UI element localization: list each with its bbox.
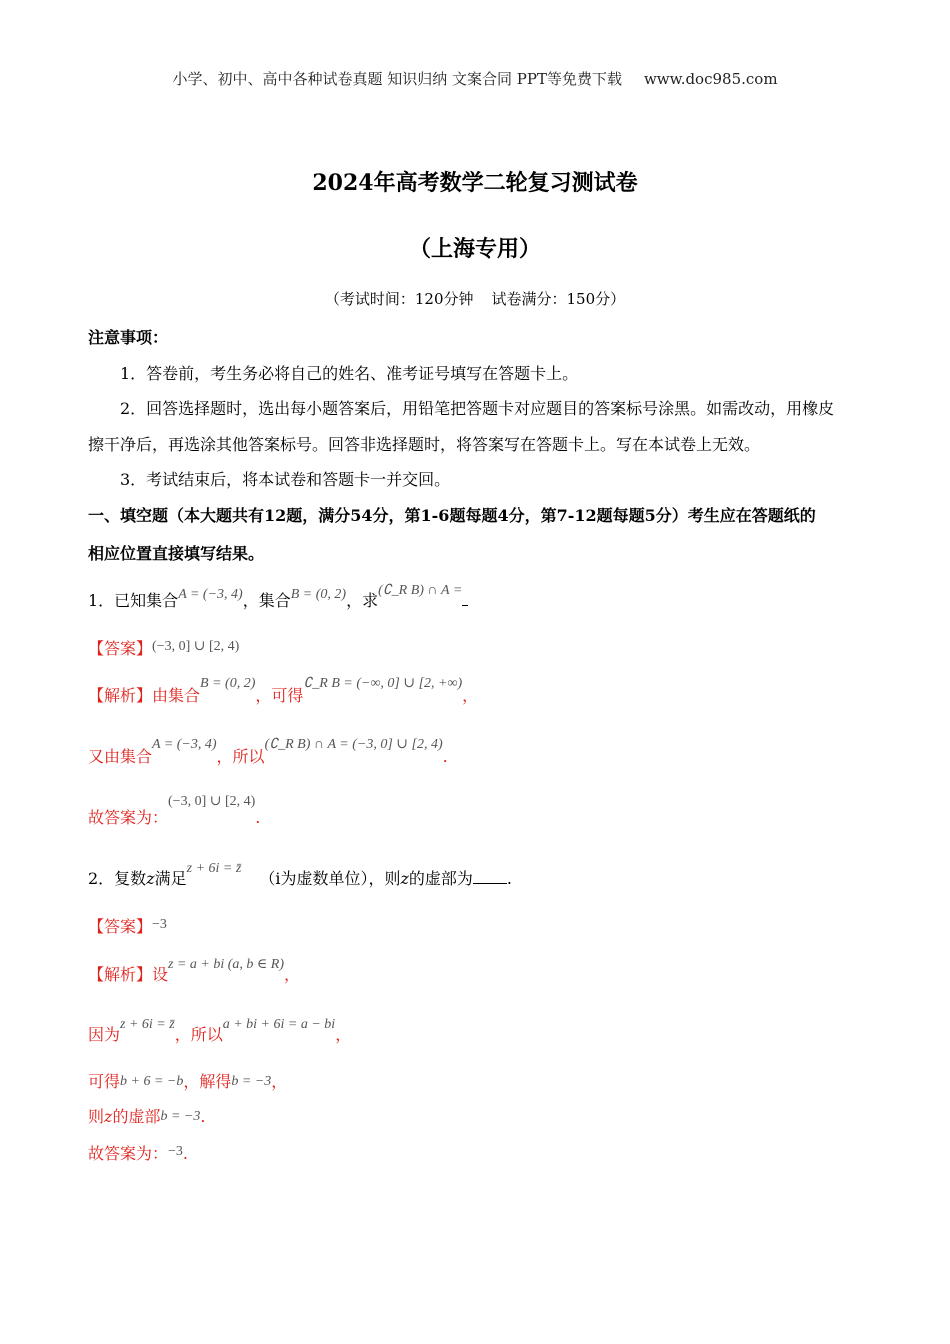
- q1-analysis-text-2: ，可得: [255, 686, 304, 705]
- q2-analysis-line-1: [88, 957, 301, 985]
- q1-analysis-line-2: [88, 737, 448, 767]
- q2-analysis-text-8: ，: [271, 1072, 288, 1091]
- question-2: [88, 861, 512, 889]
- q2-var-z-3: z: [104, 1107, 113, 1126]
- q2-analysis-line-3: [88, 1069, 287, 1092]
- page-subtitle: （上海专用）: [408, 236, 541, 262]
- q1-text-2: ，集合: [242, 591, 291, 610]
- q2-analysis-math-4: b + 6 = −b: [120, 1074, 184, 1089]
- q1-analysis-math-1: B = (0, 2): [200, 676, 256, 691]
- note-item-3: 3．考试结束后，将本试卷和答题卡一并交回。: [120, 470, 451, 489]
- q2-analysis-math-3: a + bi + 6i = a − bi: [222, 1017, 336, 1032]
- q2-analysis-text-7: ，解得: [183, 1072, 232, 1091]
- exam-time: （考试时间：120分钟: [324, 290, 474, 308]
- q2-analysis-text-2: ，: [284, 965, 301, 984]
- q1-analysis-text-4: 又由集合: [88, 747, 153, 766]
- q1-analysis-math-4: (∁_R B) ∩ A = (−3, 0] ∪ [2, 4): [264, 737, 443, 752]
- q2-answer-blank: [473, 883, 507, 884]
- note-item-2: 2．回答选择题时，选出每小题答案后，用铅笔把答题卡对应题目的答案标号涂黑。如需改动，用橡皮: [120, 399, 835, 418]
- q2-text-1: 2．复数: [88, 869, 147, 888]
- q1-answer-blank: [462, 605, 468, 606]
- q2-answer: −3: [152, 917, 167, 932]
- q2-answer-label: 【答案】: [88, 917, 153, 936]
- q2-text-5: .: [506, 869, 512, 888]
- q2-final-label: 故答案为：: [88, 1144, 169, 1163]
- exam-info: [0, 288, 950, 309]
- q1-text-3: ，求: [346, 591, 379, 610]
- q2-analysis-text-10: 的虚部: [112, 1107, 161, 1126]
- q1-analysis-text-1: 由集合: [152, 686, 201, 705]
- q1-final-math: (−3, 0] ∪ [2, 4): [168, 794, 256, 809]
- q2-analysis-math-6: b = −3: [160, 1109, 201, 1124]
- q2-math-1: z + 6i = z̄: [186, 861, 242, 876]
- q1-final-period: .: [255, 808, 261, 827]
- note-item-1: 1．答卷前，考生务必将自己的姓名、准考证号填写在答题卡上。: [120, 364, 579, 383]
- q1-answer-label: 【答案】: [88, 639, 153, 658]
- q2-analysis-line-4: [88, 1104, 205, 1127]
- q1-analysis-math-3: A = (−3, 4): [152, 737, 217, 752]
- note-item-2-cont: 擦干净后，再选涂其他答案标号。回答非选择题时，将答案写在答题卡上。写在本试卷上无效。: [88, 435, 761, 454]
- q1-final-label: 故答案为：: [88, 808, 169, 827]
- exam-score: 试卷满分：150分）: [491, 290, 626, 308]
- q2-analysis-text-5: ，: [335, 1025, 352, 1044]
- q1-math-a: A = (−3, 4): [178, 587, 243, 602]
- q2-text-3: （i为虚数单位），则: [259, 869, 401, 888]
- header-text: 小学、初中、高中各种试卷真题 知识归纳 文案合同 PPT等免费下载: [172, 70, 622, 88]
- q1-analysis-text-6: .: [442, 747, 448, 766]
- q1-analysis-text-3: ，: [462, 686, 479, 705]
- q2-var-z-2: z: [400, 869, 409, 888]
- q1-math-b: B = (0, 2): [290, 587, 347, 602]
- q1-analysis-line-1: [88, 676, 479, 706]
- q2-analysis-text-11: .: [200, 1107, 206, 1126]
- page-title: 2024年高考数学二轮复习测试卷: [312, 170, 638, 196]
- q1-math-expr: (∁_R B) ∩ A =: [378, 583, 463, 598]
- q2-analysis-text-1: 设: [152, 965, 169, 984]
- header-url[interactable]: www.doc985.com: [643, 70, 778, 88]
- q2-final-answer-line: [88, 1141, 188, 1164]
- q1-analysis-math-2: ∁_R B = (−∞, 0] ∪ [2, +∞): [303, 676, 463, 691]
- notes-heading: 注意事项：: [88, 328, 169, 347]
- q2-analysis-math-5: b = −3: [231, 1074, 272, 1089]
- q2-analysis-math-2: z + 6i = z̄: [120, 1017, 175, 1032]
- section-heading: 一、填空题（本大题共有12题，满分54分，第1-6题每题4分，第7-12题每题5分）考生应在答题纸的: [88, 506, 816, 525]
- q1-text-1: 1．已知集合: [88, 591, 179, 610]
- q2-text-2: 满足: [154, 869, 187, 888]
- q2-final-period: .: [182, 1144, 189, 1163]
- page-header: [0, 68, 950, 89]
- question-1: [88, 583, 468, 611]
- q2-analysis-text-6: 可得: [88, 1072, 121, 1091]
- q2-analysis-text-3: 因为: [88, 1025, 121, 1044]
- q2-analysis-text-4: ，所以: [174, 1025, 223, 1044]
- q2-final-math: −3: [168, 1144, 183, 1159]
- q1-final-answer-line: [88, 794, 261, 828]
- q1-analysis-label: 【解析】: [88, 686, 153, 705]
- q2-text-4: 的虚部为: [408, 869, 473, 888]
- q2-answer-line: [88, 914, 167, 937]
- q2-analysis-line-2: [88, 1017, 352, 1045]
- q2-analysis-text-9: 则: [88, 1107, 105, 1126]
- q2-analysis-label: 【解析】: [88, 965, 153, 984]
- q1-analysis-text-5: ，所以: [216, 747, 265, 766]
- section-heading-cont: 相应位置直接填写结果。: [88, 544, 265, 563]
- q1-answer-line: [88, 636, 239, 659]
- q2-var-z: z: [146, 869, 155, 888]
- q2-analysis-math-1: z = a + bi (a, b ∈ R): [168, 957, 285, 972]
- q1-answer: (−3, 0] ∪ [2, 4): [152, 639, 240, 654]
